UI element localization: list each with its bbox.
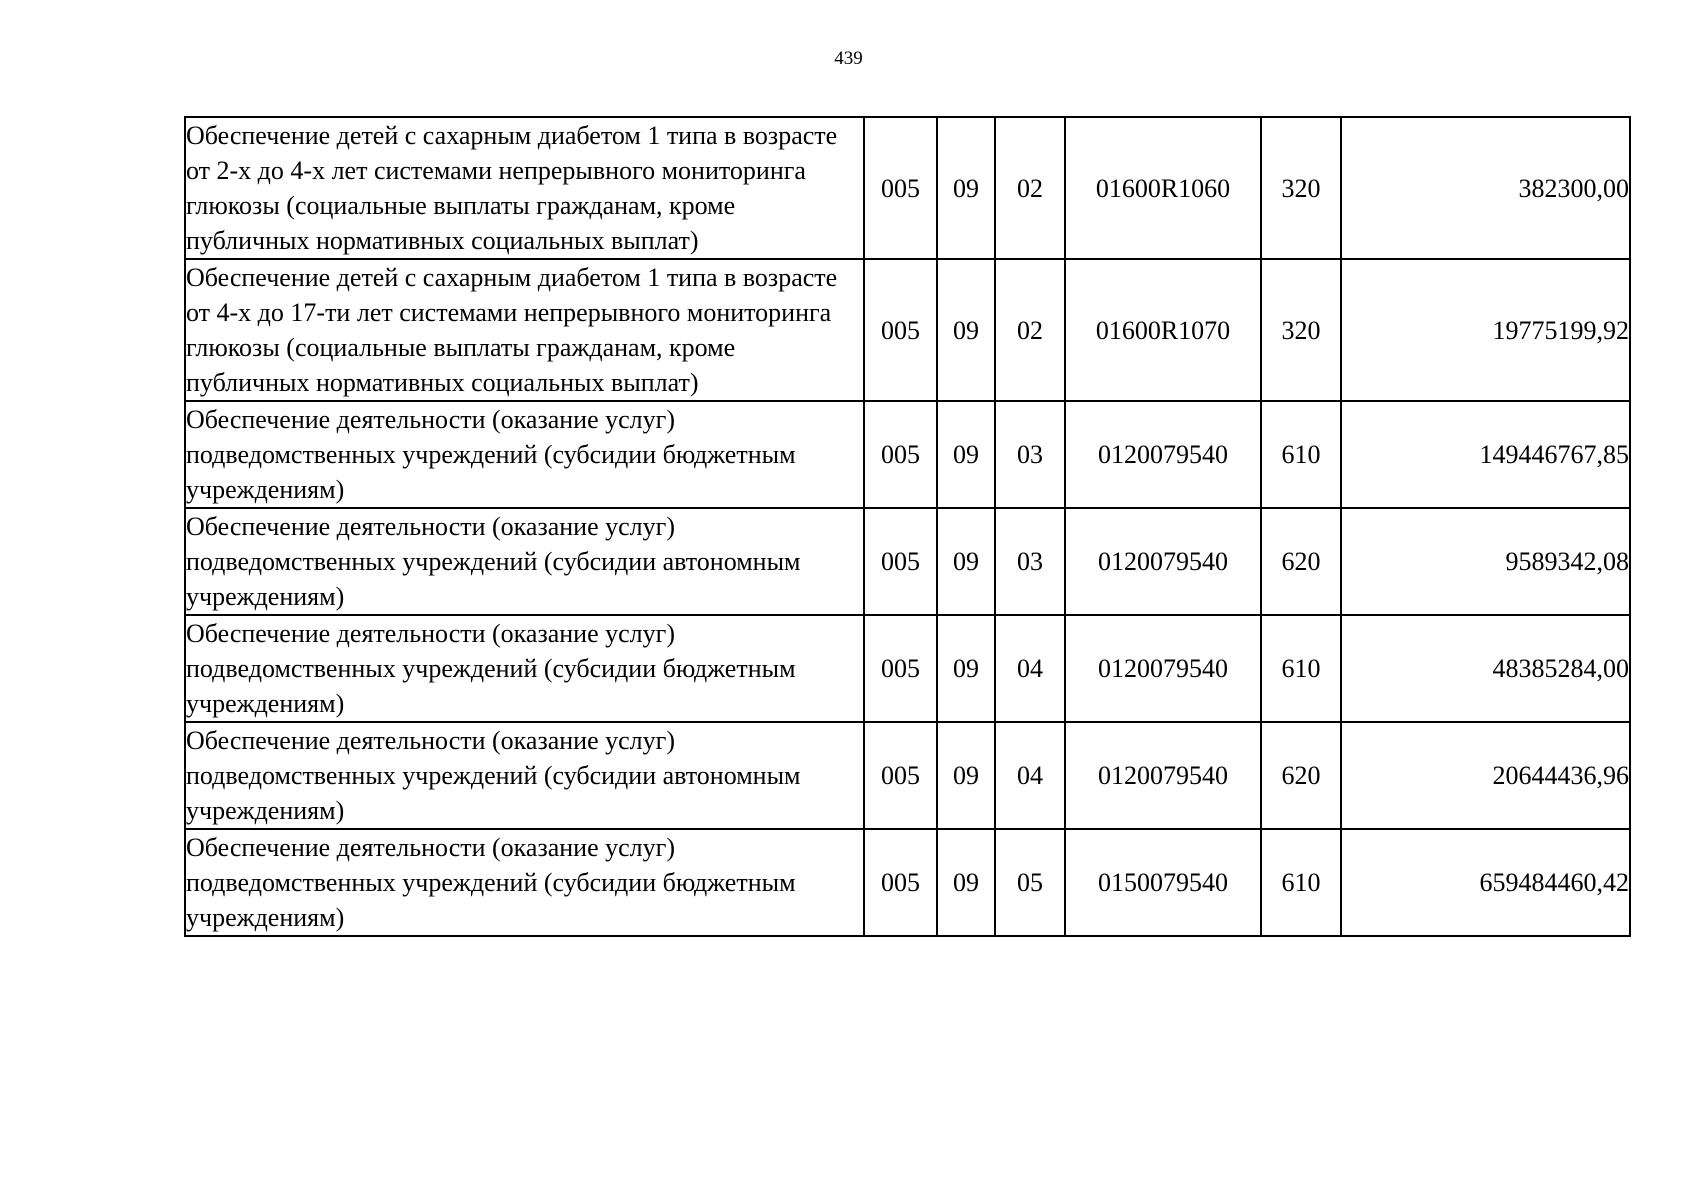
table-row bbox=[185, 829, 1630, 936]
expense-type-code: 620 bbox=[1261, 508, 1341, 615]
budget-table bbox=[184, 116, 1631, 937]
ministry-code: 005 bbox=[864, 722, 937, 829]
ministry-code: 005 bbox=[864, 401, 937, 508]
ministry-code: 005 bbox=[864, 615, 937, 722]
amount: 382300,00 bbox=[1341, 117, 1630, 259]
table-row bbox=[185, 508, 1630, 615]
amount: 149446767,85 bbox=[1341, 401, 1630, 508]
section-code: 09 bbox=[937, 615, 995, 722]
amount: 9589342,08 bbox=[1341, 508, 1630, 615]
target-article-code: 0120079540 bbox=[1065, 722, 1261, 829]
amount: 659484460,42 bbox=[1341, 829, 1630, 936]
table-row bbox=[185, 722, 1630, 829]
target-article-code: 01600R1060 bbox=[1065, 117, 1261, 259]
target-article-code: 0120079540 bbox=[1065, 615, 1261, 722]
target-article-code: 0150079540 bbox=[1065, 829, 1261, 936]
amount: 19775199,92 bbox=[1341, 259, 1630, 401]
expense-type-code: 610 bbox=[1261, 401, 1341, 508]
subsection-code: 05 bbox=[995, 829, 1065, 936]
table-row bbox=[185, 615, 1630, 722]
ministry-code: 005 bbox=[864, 829, 937, 936]
target-article-code: 01600R1070 bbox=[1065, 259, 1261, 401]
amount: 48385284,00 bbox=[1341, 615, 1630, 722]
section-code: 09 bbox=[937, 117, 995, 259]
row-description: Обеспечение детей с сахарным диабетом 1 типа в возрасте от 4-х до 17-ти лет системами непрерывного мониторинга глюкозы (социальные выплаты гражданам, кроме публичных нормативных социальных выплат) bbox=[185, 259, 864, 401]
subsection-code: 02 bbox=[995, 259, 1065, 401]
subsection-code: 03 bbox=[995, 401, 1065, 508]
ministry-code: 005 bbox=[864, 259, 937, 401]
section-code: 09 bbox=[937, 829, 995, 936]
subsection-code: 03 bbox=[995, 508, 1065, 615]
table-row bbox=[185, 401, 1630, 508]
expense-type-code: 320 bbox=[1261, 259, 1341, 401]
subsection-code: 04 bbox=[995, 615, 1065, 722]
amount: 20644436,96 bbox=[1341, 722, 1630, 829]
row-description: Обеспечение деятельности (оказание услуг) подведомственных учреждений (субсидии бюджетным учреждениям) bbox=[185, 829, 864, 936]
subsection-code: 02 bbox=[995, 117, 1065, 259]
row-description: Обеспечение детей с сахарным диабетом 1 типа в возрасте от 2-х до 4-х лет системами непрерывного мониторинга глюкозы (социальные выплаты гражданам, кроме публичных нормативных социальных выплат) bbox=[185, 117, 864, 259]
expense-type-code: 320 bbox=[1261, 117, 1341, 259]
section-code: 09 bbox=[937, 722, 995, 829]
expense-type-code: 610 bbox=[1261, 829, 1341, 936]
ministry-code: 005 bbox=[864, 117, 937, 259]
table-row bbox=[185, 117, 1630, 259]
target-article-code: 0120079540 bbox=[1065, 508, 1261, 615]
table-row bbox=[185, 259, 1630, 401]
row-description: Обеспечение деятельности (оказание услуг) подведомственных учреждений (субсидии автономным учреждениям) bbox=[185, 722, 864, 829]
page-number: 439 bbox=[834, 48, 863, 69]
expense-type-code: 620 bbox=[1261, 722, 1341, 829]
row-description: Обеспечение деятельности (оказание услуг) подведомственных учреждений (субсидии автономным учреждениям) bbox=[185, 508, 864, 615]
ministry-code: 005 bbox=[864, 508, 937, 615]
row-description: Обеспечение деятельности (оказание услуг) подведомственных учреждений (субсидии бюджетным учреждениям) bbox=[185, 401, 864, 508]
expense-type-code: 610 bbox=[1261, 615, 1341, 722]
section-code: 09 bbox=[937, 259, 995, 401]
row-description: Обеспечение деятельности (оказание услуг) подведомственных учреждений (субсидии бюджетным учреждениям) bbox=[185, 615, 864, 722]
section-code: 09 bbox=[937, 508, 995, 615]
subsection-code: 04 bbox=[995, 722, 1065, 829]
target-article-code: 0120079540 bbox=[1065, 401, 1261, 508]
section-code: 09 bbox=[937, 401, 995, 508]
